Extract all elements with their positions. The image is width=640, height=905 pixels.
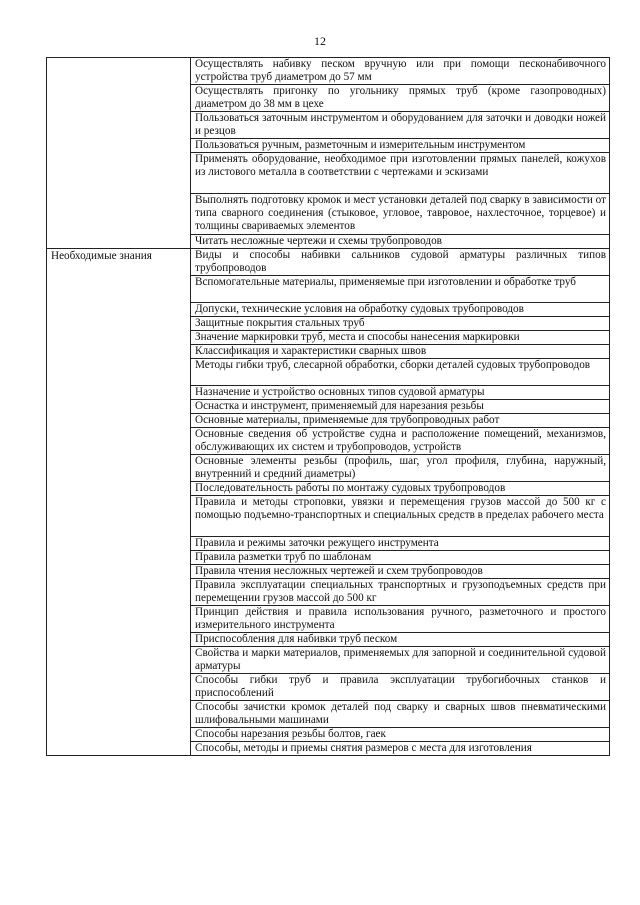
skills-label-cell — [47, 58, 191, 249]
knowledge-item: Способы нарезания резьбы болтов, гаек — [191, 728, 610, 742]
knowledge-item: Способы, методы и приемы снятия размеров с места для изготовления — [191, 742, 610, 756]
knowledge-item: Правила чтения несложных чертежей и схем трубопроводов — [191, 565, 610, 579]
skill-item: Осуществлять пригонку по угольнику прямых труб (кроме газопроводных) диаметром до 38 мм в цехе — [191, 85, 610, 112]
knowledge-item: Основные элементы резьбы (профиль, шаг, угол профиля, глубина, наружный, внутренний и средний диаметры) — [191, 455, 610, 482]
skill-item: Пользоваться заточным инструментом и оборудованием для заточки и доводки ножей и резцов — [191, 112, 610, 139]
knowledge-item: Значение маркировки труб, места и способы нанесения маркировки — [191, 331, 610, 345]
page-number: 12 — [314, 34, 326, 48]
knowledge-item: Принцип действия и правила использования ручного, разметочного и простого измерительного инструмента — [191, 606, 610, 633]
knowledge-item: Методы гибки труб, слесарной обработки, сборки деталей судовых трубопроводов — [191, 359, 610, 386]
knowledge-item: Правила разметки труб по шаблонам — [191, 551, 610, 565]
skill-item: Выполнять подготовку кромок и мест установки деталей под сварку в зависимости от типа сварного соединения (стыковое, угловое, тавровое, нахлесточное, торцевое) и толщины свариваемых элементов — [191, 194, 610, 235]
knowledge-item: Основные сведения об устройстве судна и расположение помещений, механизмов, обслуживающих их систем и трубопроводов, устройств — [191, 428, 610, 455]
knowledge-item: Способы зачистки кромок деталей под сварку и сварных швов пневматическими шлифовальными машинами — [191, 701, 610, 728]
knowledge-item: Назначение и устройство основных типов судовой арматуры — [191, 386, 610, 400]
knowledge-item: Основные материалы, применяемые для трубопроводных работ — [191, 414, 610, 428]
skill-item: Читать несложные чертежи и схемы трубопроводов — [191, 235, 610, 249]
skill-item: Осуществлять набивку песком вручную или при помощи песконабивочного устройства труб диаметром до 57 мм — [191, 58, 610, 85]
skill-item: Пользоваться ручным, разметочным и измерительным инструментом — [191, 139, 610, 153]
knowledge-item: Защитные покрытия стальных труб — [191, 317, 610, 331]
skill-item: Применять оборудование, необходимое при изготовлении прямых панелей, кожухов из листового металла в соответствии с чертежами и эскизами — [191, 153, 610, 194]
knowledge-item: Допуски, технические условия на обработку судовых трубопроводов — [191, 303, 610, 317]
knowledge-item: Способы гибки труб и правила эксплуатации трубогибочных станков и приспособлений — [191, 674, 610, 701]
requirements-table — [46, 57, 610, 756]
knowledge-item: Приспособления для набивки труб песком — [191, 633, 610, 647]
knowledge-item: Оснастка и инструмент, применяемый для нарезания резьбы — [191, 400, 610, 414]
knowledge-item: Правила эксплуатации специальных транспортных и грузоподъемных средств при перемещении грузов массой до 500 кг — [191, 579, 610, 606]
knowledge-item: Виды и способы набивки сальников судовой арматуры различных типов трубопроводов — [191, 249, 610, 276]
knowledge-item: Вспомогательные материалы, применяемые при изготовлении и обработке труб — [191, 276, 610, 303]
table-row — [47, 58, 610, 85]
knowledge-item: Правила и методы строповки, увязки и перемещения грузов массой до 500 кг с помощью подъемно-транспортных и специальных средств в пределах рабочего места — [191, 496, 610, 537]
knowledge-item: Последовательность работы по монтажу судовых трубопроводов — [191, 482, 610, 496]
knowledge-item: Правила и режимы заточки режущего инструмента — [191, 537, 610, 551]
knowledge-item: Классификация и характеристики сварных швов — [191, 345, 610, 359]
table-row — [47, 249, 610, 276]
knowledge-label-cell: Необходимые знания — [47, 249, 191, 756]
knowledge-item: Свойства и марки материалов, применяемых для запорной и соединительной судовой арматуры — [191, 647, 610, 674]
